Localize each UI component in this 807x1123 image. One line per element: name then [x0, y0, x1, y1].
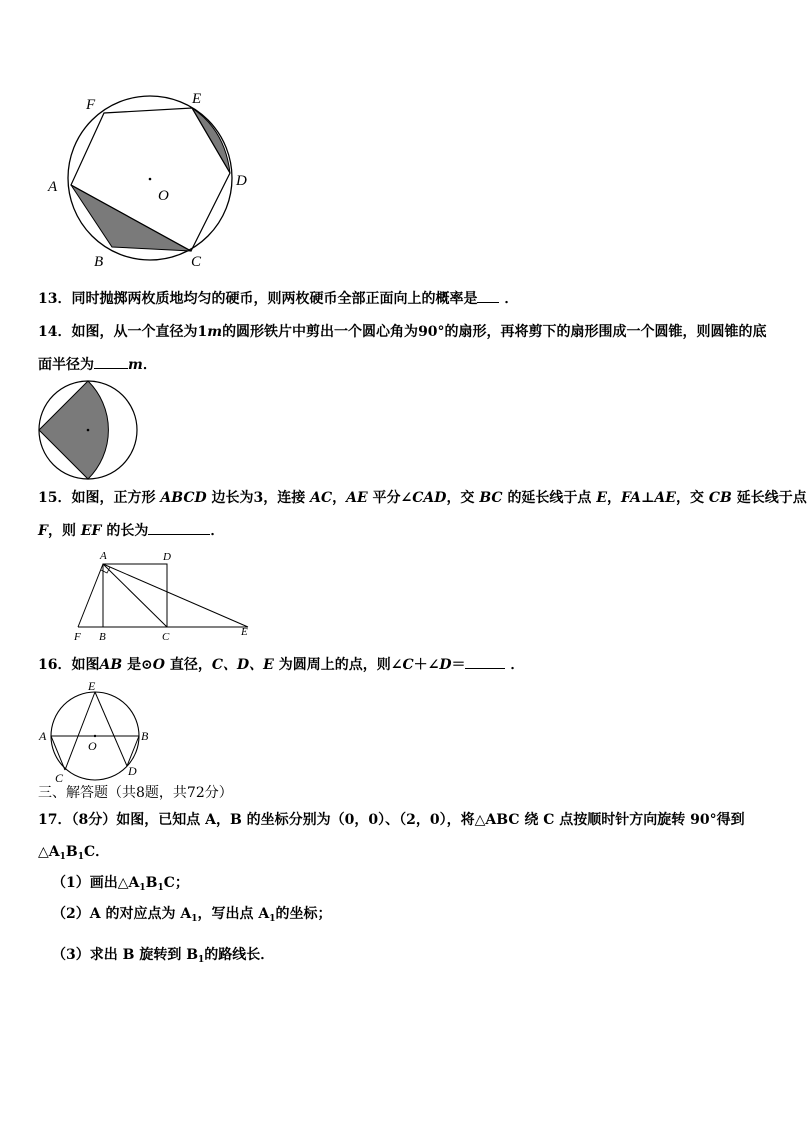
q14-text-a: 如图，从一个直径为 [71, 324, 198, 340]
q16-answer-blank [465, 654, 505, 669]
q14-center-dot [87, 429, 90, 432]
q14-number: 14． [38, 324, 72, 340]
q16-t2: 是⊙ [127, 657, 153, 673]
q17-sub-a1: 1 [59, 852, 66, 862]
q12-diagram [40, 85, 260, 270]
q15-line-af [78, 564, 103, 627]
q15-abcd: ABCD [160, 490, 207, 506]
q15-e: E [596, 490, 607, 506]
q16-line-ed [95, 692, 127, 766]
q14-diagram [36, 378, 140, 482]
q16-d: D [439, 657, 452, 673]
q15-t9: ，交 [675, 490, 704, 506]
q15-line-ac [103, 564, 167, 627]
q16-t3: 直径， [169, 657, 212, 673]
q17-text: 17．（8分）如图，已知点 A，B 的坐标分别为（0，0）、（2，0），将△ABC 绕 C 点按顺时针方向旋转 90°得到 [38, 812, 745, 828]
q15-label-d: D [163, 551, 171, 563]
q16-label-o: O [88, 739, 97, 753]
q15-side: 3 [253, 490, 264, 506]
q16-label-b: B [141, 729, 149, 743]
q17-part2-a: （2）A 的对应点为 A [52, 906, 192, 922]
q14-angle: 90° [418, 324, 445, 340]
q12-figure [40, 85, 260, 270]
q15-cb: CB [708, 490, 732, 506]
q16-line-ac [51, 736, 65, 770]
q17-part-2 [52, 904, 332, 929]
q15-t7: 的延长线于点 [507, 490, 592, 506]
q15-diagram [70, 548, 260, 644]
q17-part2-sub-2: 1 [269, 914, 276, 924]
q16-line [38, 654, 524, 675]
section-3-heading [38, 783, 233, 803]
q16-t1: 如图 [71, 657, 100, 673]
q17-line-1 [38, 810, 745, 830]
q17-part1-b: B [145, 875, 158, 891]
q15-figure [70, 548, 260, 644]
q12-label-b: B [94, 254, 104, 270]
q15-t5: 平分∠ [372, 490, 413, 506]
q16-label-c: C [55, 771, 64, 785]
q15-ae: AE [346, 490, 368, 506]
q16-end: ． [510, 657, 525, 673]
q17-line2-c: C． [84, 844, 110, 860]
q15-t8: ， [606, 490, 621, 506]
q15-label-c: C [162, 631, 170, 643]
q13-line [38, 288, 518, 309]
q17-part1-a: （1）画出△A [52, 875, 140, 891]
q16-center-dot [94, 735, 96, 737]
q15-f: F [38, 523, 48, 539]
q17-line2-a: △A [38, 844, 60, 860]
q12-label-a: A [48, 179, 58, 195]
q16-number: 16． [38, 657, 72, 673]
q15-t4: ， [332, 490, 347, 506]
q15-perp: ⊥ [640, 490, 655, 506]
q16-label-d: D [128, 764, 137, 778]
q15-t3: ，连接 [263, 490, 306, 506]
q17-part3-a: （3）求出 B 旋转到 B [52, 947, 199, 963]
q16-eq: ＝ [451, 657, 466, 673]
q15-label-e: E [241, 626, 248, 638]
q17-line-2 [38, 842, 109, 867]
q16-line-ec [65, 692, 95, 770]
q16-line-bd [127, 736, 139, 766]
q15-t12: 的长为 [106, 523, 149, 539]
q15-fa: FA [620, 490, 641, 506]
q14-line-1 [38, 322, 767, 342]
q16-o: O [152, 657, 165, 673]
q15-line-2 [38, 520, 224, 541]
q16-c: C [402, 657, 414, 673]
q13-end: ． [504, 291, 519, 307]
q17-part1-sub-b1: 1 [157, 883, 164, 893]
q17-part2-sub-1: 1 [191, 914, 198, 924]
q17-sub-b1: 1 [77, 852, 85, 862]
q17-line2-b: B [65, 844, 78, 860]
q15-t11: ，则 [47, 523, 76, 539]
q17-part-1 [52, 873, 189, 898]
q15-t2: 边长为 [211, 490, 254, 506]
q14-text-b: 的圆形铁片中剪出一个圆心角为 [222, 324, 419, 340]
q14-unit: m [207, 324, 223, 340]
q17-part-3 [52, 945, 274, 970]
q15-label-a: A [100, 550, 107, 562]
q15-t6: ，交 [446, 490, 475, 506]
q15-end: ． [210, 523, 225, 539]
section-3-title: 三、解答题（共8题，共72分） [38, 785, 233, 801]
q16-ab: AB [99, 657, 123, 673]
q16-label-e: E [88, 679, 96, 693]
q16-plus: ＋∠ [413, 657, 440, 673]
q15-label-b: B [99, 631, 106, 643]
q15-cad: CAD [412, 490, 447, 506]
q17-part2-c: 的坐标； [275, 906, 332, 922]
q15-t10: 延长线于点 [736, 490, 807, 506]
q15-label-f: F [74, 631, 81, 643]
q14-sector [39, 381, 108, 479]
q16-diagram [36, 678, 154, 788]
q15-line-1 [38, 488, 807, 508]
q17-part1-sub-a1: 1 [139, 883, 146, 893]
q14-figure [36, 378, 140, 482]
q16-figure [36, 678, 154, 788]
q14-value: 1 [197, 324, 208, 340]
q12-label-o: O [158, 188, 169, 204]
q14-line-2 [38, 354, 157, 375]
q12-label-d: D [236, 173, 247, 189]
q15-ac: AC [310, 490, 333, 506]
q12-center-dot [149, 178, 152, 181]
q13-answer-blank [477, 288, 499, 303]
q15-t1: 如图，正方形 [71, 490, 156, 506]
q17-part2-b: ，写出点 A [197, 906, 270, 922]
q15-number: 15． [38, 490, 72, 506]
q14-text-c: 的扇形，再将剪下的扇形围成一个圆锥，则圆锥的底 [444, 324, 767, 340]
q16-t4: 为圆周上的点，则∠ [278, 657, 403, 673]
q12-label-c: C [191, 254, 202, 270]
q12-label-e: E [192, 91, 202, 107]
q17-part3-sub-1: 1 [198, 955, 205, 965]
q15-ae2: AE [654, 490, 676, 506]
q15-answer-blank [148, 520, 210, 535]
q14-answer-blank [94, 354, 128, 369]
q15-line-ae [103, 564, 248, 627]
q15-ef: EF [80, 523, 102, 539]
q15-bc: BC [479, 490, 503, 506]
q16-label-a: A [39, 729, 47, 743]
q15-right-angle-mark [101, 567, 110, 573]
q17-part3-b: 的路线长． [204, 947, 275, 963]
q13-number: 13． [38, 291, 72, 307]
q12-label-f: F [86, 97, 96, 113]
q13-text: 同时抛掷两枚质地均匀的硬币，则两枚硬币全部正面向上的概率是 [71, 291, 478, 307]
q14-line2-unit: m [128, 357, 143, 373]
q14-line2-text: 面半径为 [38, 357, 94, 373]
q17-part1-c: C； [163, 875, 189, 891]
q16-points: C、D、E [211, 657, 274, 673]
q14-line2-end: ． [142, 357, 157, 373]
